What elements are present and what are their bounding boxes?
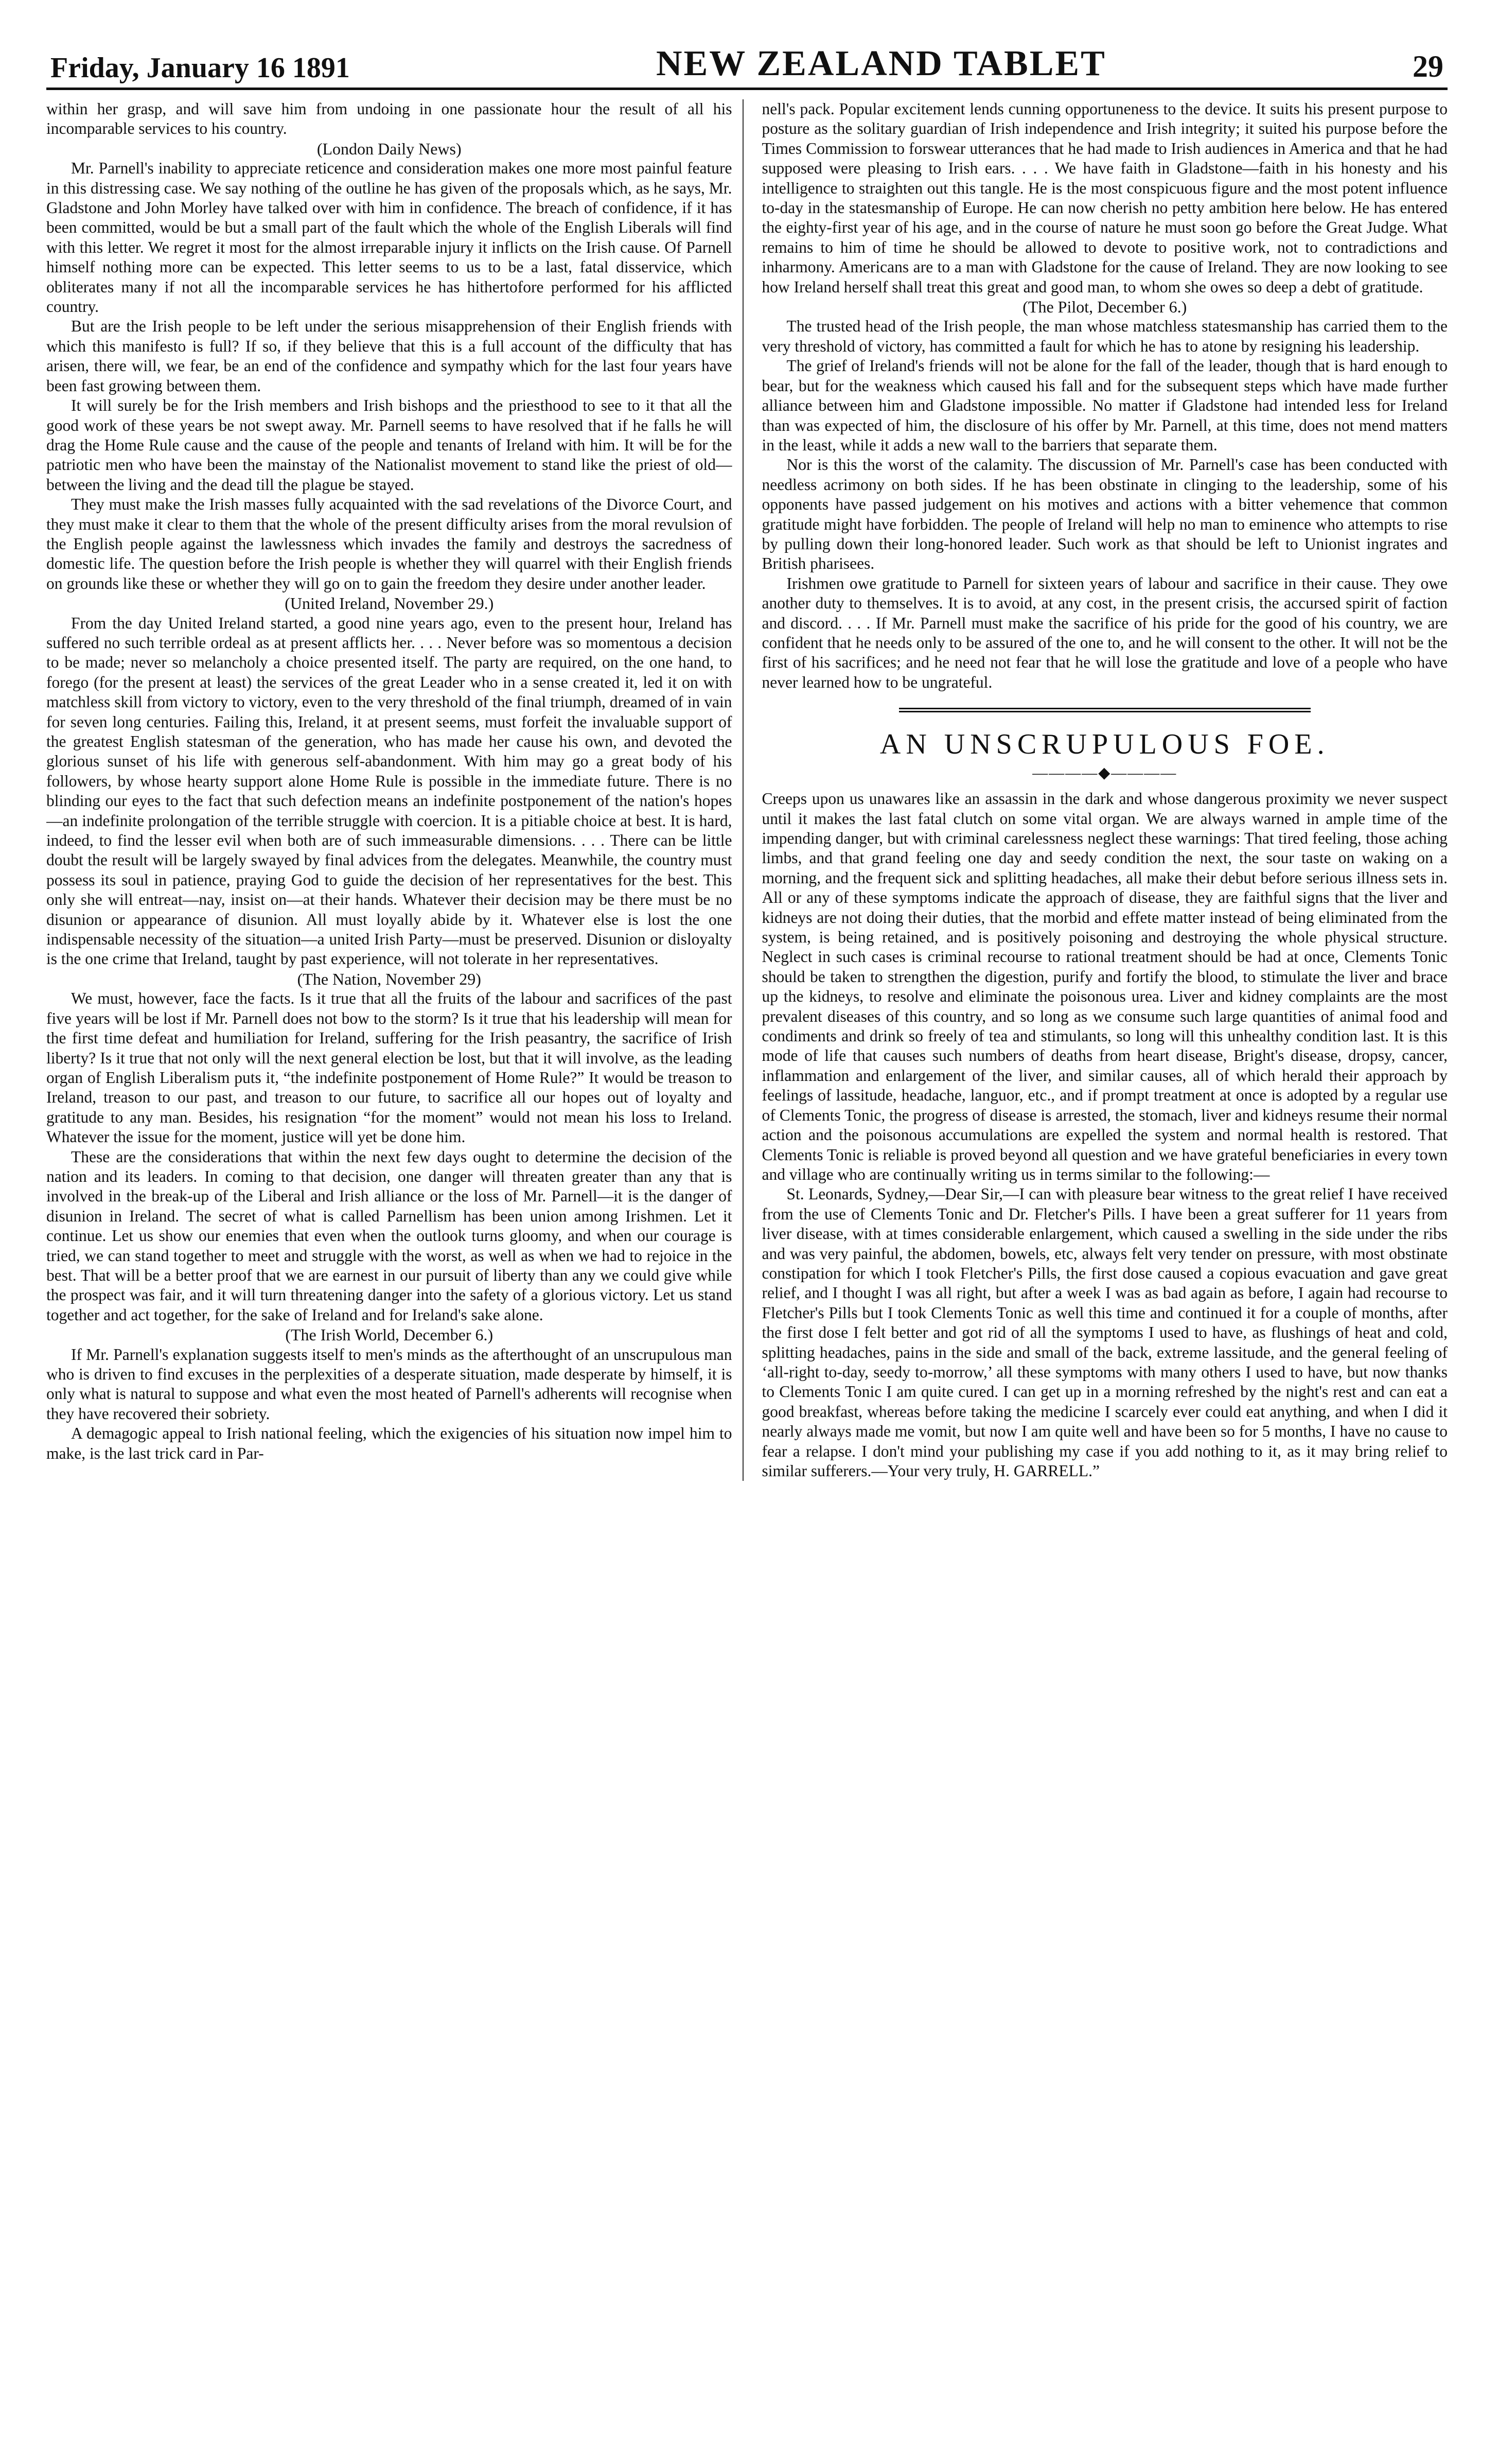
paragraph: Nor is this the worst of the calamity. The discussion of Mr. Parnell's case has been conducted with needless acrimony on both sides. If he has been obstinate in clinging to the leadership, some of his opponents have passed judgement on his motives and actions with a bitter vehemence that common gratitude might have forbidden. The people of Ireland will help no man to eminence who attempts to rise by pulling down their long-honored leader. Such work as that should be left to Unionist ingrates and British pharisees. [762, 456, 1448, 573]
source-citation: (The Pilot, December 6.) [1022, 298, 1187, 317]
issue-date: Friday, January 16 1891 [50, 52, 350, 84]
paragraph: They must make the Irish masses fully acquainted with the sad revelations of the Divorce Court, and they must make it clear to them that the whole of the present difficulty arises from the moral revulsion of the English people against the lawlessness which invades the family and destroys the sacredness of domestic life. The question before the Irish people is whether they will quarrel with their English friends on grounds like these or whether they will go on to gain the freedom they desire under another leader. [46, 495, 732, 592]
paragraph: nell's pack. Popular excitement lends cunning opportuneness to the device. It suits his present purpose to posture as the solitary guardian of Irish independence and Irish integrity; it suited his purpose before the Times Commission to forswear utterances that he had made to Irish audiences in America and that he had supposed were pleasing to Irish ears. . . . We have faith in Gladstone—faith in his honesty and his intelligence to straighten out this tangle. He is the most conspicuous figure and the most potent influence to-day in the statesmanship of Europe. He can now cherish no petty ambition here below. He has entered the eighty-first year of his age, and in the course of nature he must soon go before the Great Judge. What remains to him of time he should be allowed to devote to positive work, not to contradictions and inharmony. Americans are to a man with Gladstone for the cause of Ireland. They are now looking to see how Ireland herself shall treat this great and good man, to whom she owes so deep a debt of gratitude. [762, 100, 1448, 296]
paragraph: But are the Irish people to be left under the serious misapprehension of their English friends with which this manifesto is full? If so, if they believe that this is a full account of the difficulty that has arisen, there will, we fear, be an end of the confidence and sympathy which for the last four years have been fast growing between them. [46, 317, 732, 395]
newspaper-title: NEW ZEALAND TABLET [656, 44, 1106, 83]
ornament-divider: ————◆———— [1032, 764, 1177, 782]
source-citation: (The Irish World, December 6.) [285, 1325, 493, 1344]
paragraph: St. Leonards, Sydney,—Dear Sir,—I can with pleasure bear witness to the great relief I have received from the use of Clements Tonic and Dr. Fletcher's Pills. I have been a great sufferer for 11 years from liver disease, with at times considerable enlargement, which caused a swelling in the side under the ribs and was very painful, the abdomen, bowels, etc, always felt very tender on pressure, with most obstinate constipation for which I took Fletcher's Pills, the first dose caused a copious evacuation and gave great relief, and I thought I was all right, but after a week I was as bad again as before, I again had recourse to Fletcher's Pills but I took Clements Tonic as well this time and continued it for a couple of months, after the first dose I felt better and got rid of all the symptoms I used to have, as flushings of heat and cold, splitting headaches, pains in the side and small of the back, extreme lassitude, and the general feeling of ‘all-right to-day, seedy to-morrow,’ all these symptoms with many others I used to have, but now thanks to Clements Tonic I am quite cured. I can get up in a morning refreshed by the night's rest and can eat a good breakfast, whereas before taking the medicine I scarcely ever could eat anything, and when I did it nearly always made me vomit, but now I am quite well and have been so for 5 months, I have no cause to fear a relapse. I don't mind your publishing my case if you add nothing to it, as it may bring relief to similar sufferers.—Your very truly, H. GARRELL.” [762, 1185, 1448, 1480]
paragraph: If Mr. Parnell's explanation suggests itself to men's minds as the afterthought of an unscrupulous man who is driven to find excuses in the perplexities of a desperate situation, made desperate by himself, it is only what is natural to suppose and what even the most heated of Parnell's adherents will recognise when they have recovered their sobriety. [46, 1345, 732, 1423]
paragraph: Creeps upon us unawares like an assassin in the dark and whose dangerous proximity we never suspect until it makes the last fatal clutch on some vital organ. We are always warned in ample time of the impending danger, but with criminal carelessness neglect these warnings: That tired feeling, those aching limbs, and that grand feeling one day and seedy condition the next, the sour taste on waking on a morning, and the frequent sick and splitting headaches, all make their debut before serious illness sets in. All or any of these symptoms indicate the approach of disease, they are faithful signs that the liver and kidneys are not doing their duties, that the morbid and effete matter instead of being eliminated from the system, is being retained, and is positively poisoning and destroying the whole physical structure. Neglect in such cases is criminal recourse to rational treatment should be had at once, Clements Tonic should be taken to strengthen the digestion, purify and fortify the blood, to stimulate the liver and brace up the kidneys, to resolve and eliminate the poisonous urea. Liver and kidney complaints are the most prevalent diseases of this country, and so long as we consume such large quantities of animal food and condiments and drink so freely of tea and stimulants, so long will this unhealthy condition last. It is this mode of life that causes such numbers of deaths from heart disease, Bright's disease, dropsy, cancer, inflammation and enlargement of the liver, and similar causes, all of which herald their approach by feelings of lassitude, headache, languor, etc., and if prompt treatment at once is adopted by a regular use of Clements Tonic, the progress of disease is arrested, the stomach, liver and kidneys resume their normal action and the poisonous accumulations are expelled the system and normal health is restored. That Clements Tonic is reliable is proved beyond all question and we have grateful beneficiaries in every town and village who are continually writing us in terms similar to the following:— [762, 790, 1448, 1183]
paragraph: The trusted head of the Irish people, the man whose matchless statesmanship has carried them to the very threshold of victory, has committed a fault for which he has to atone by resigning his leadership. [762, 317, 1448, 355]
paragraph: From the day United Ireland started, a good nine years ago, even to the present hour, Ireland has suffered no such terrible ordeal as at present afflicts her. . . . Never before was so momentous a decision to be made; never so melancholy a choice presented itself. The party are required, on the one hand, to forego (for the present at least) the services of the great Leader who in a sense created it, led it on with matchless skill from victory to victory, even to the very threshold of the final triumph, dreamed of in vain for seven long centuries. Failing this, Ireland, it at present seems, must forfeit the invaluable support of the greatest English statesman of the generation, who has made her cause his own, and devoted the glorious sunset of his life with generous self-abandonment. With him may go a great body of his followers, by whose hearty support alone Home Rule is possible in the immediate future. There is no blinding our eyes to the fact that such defection means an indefinite postponement of the nation's hopes—an indefinite prolongation of the terrible struggle with coercion. It is a pitiable choice at best. It is hard, indeed, to find the lesser evil when both are of such immeasurable dimensions. . . . There can be little doubt the result will be largely swayed by final advices from the delegates. Meanwhile, the country must possess its soul in patience, praying God to guide the decision of her representatives for the best. This only she will entreat—nay, insist on—at their hands. Whatever their decision may be there must be no disunion or appearance of disunion. All must loyally abide by it. Whatever else is lost the one indispensable necessity of the situation—a united Irish Party—must be preserved. Disunion or disloyalty is the one crime that Ireland, taught by past experience, will not tolerate in her representatives. [46, 614, 732, 968]
paragraph: The grief of Ireland's friends will not be alone for the fall of the leader, though that is hard enough to bear, but for the weakness which caused his fall and for the subsequent steps which have made further alliance between him and Gladstone impossible. No matter if Gladstone had intended less for Ireland than was expected of him, the disclosure of his offer by Mr. Parnell, at this time, does not mend matters in the least, while it adds a new wall to the barriers that separate them. [762, 357, 1448, 454]
source-citation: (The Nation, November 29) [297, 969, 481, 988]
paragraph: Mr. Parnell's inability to appreciate reticence and consideration makes one more most painful feature in this distressing case. We say nothing of the outline he has given of the proposals which, as he says, Mr. Gladstone and John Morley have talked over with him in confidence. The breach of confidence, if it has been committed, would be but a small part of the fault which the whole of the English Liberals will find with this letter. We regret it most for the almost irreparable injury it inflicts on the Irish cause. Of Parnell himself nothing more can be expected. This letter seems to us to be a last, fatal disservice, which obliterates many if not all the incomparable services he has hithertofore performed for his afflicted country. [46, 159, 732, 316]
left-column [46, 99, 744, 1481]
paragraph: It will surely be for the Irish members and Irish bishops and the priesthood to see to it that all the good work of these years be not swept away. Mr. Parnell seems to have resolved that if he falls he will drag the Home Rule cause and the cause of the people and tenants of Ireland with him. It will be for the patriotic men who have been the mainstay of the Nationalist movement to stand like the priest of old—between the living and the dead till the plague be stayed. [46, 396, 732, 494]
advert-heading: AN UNSCRUPULOUS FOE. [879, 728, 1330, 761]
article-columns [46, 99, 1448, 1481]
paragraph: A demagogic appeal to Irish national feeling, which the exigencies of his situation now impel him to make, is the last trick card in Par- [46, 1424, 732, 1462]
paragraph: We must, however, face the facts. Is it true that all the fruits of the labour and sacrifices of the past five years will be lost if Mr. Parnell does not bow to the storm? Is it true that his leadership will mean for the first time defeat and humiliation for Ireland, suffering for the Irish peasantry, the sacrifice of Irish liberty? Is it true that not only will the next general election be lost, but that it will involve, as the leading organ of English Liberalism puts it, “the indefinite postponement of Home Rule?” It would be treason to Ireland, treason to our past, and treason to our future, to sacrifice all our hopes out of loyalty and gratitude to any man. Besides, his resignation “for the moment” would not mean his loss to Ireland. Whatever the issue for the moment, justice will yet be done him. [46, 989, 732, 1146]
source-citation: (United Ireland, November 29.) [285, 594, 494, 613]
masthead [46, 40, 1448, 90]
right-column [762, 99, 1448, 1481]
page-number: 29 [1413, 49, 1443, 83]
paragraph: These are the considerations that within the next few days ought to determine the decision of the nation and its leaders. In coming to that decision, one danger will threaten greater than any that is involved in the break-up of the Liberal and Irish alliance or the loss of Mr. Parnell—it is the danger of disunion in Ireland. The secret of what is called Parnellism has been union among Irishmen. Let it continue. Let us show our enemies that even when the outlook turns gloomy, and when our courage is tried, we can stand together to meet and struggle with the worst, as well as when we had to rejoice in the best. That will be a better proof that we are earnest in our pursuit of liberty than any we could give while the prospect was fair, and it will turn threatening danger into the safety of a glorious victory. Let us stand together and act together, for the sake of Ireland and for Ireland's sake alone. [46, 1147, 732, 1324]
paragraph: within her grasp, and will save him from undoing in one passionate hour the result of all his incomparable services to his country. [46, 100, 732, 138]
clements-tonic-advert [762, 789, 1448, 1481]
press-opinions-continued [762, 99, 1448, 692]
section-divider [899, 708, 1311, 712]
paragraph: Irishmen owe gratitude to Parnell for sixteen years of labour and sacrifice in their cause. They owe another duty to themselves. It is to avoid, at any cost, in the present crisis, the accursed spirit of faction and discord. . . . If Mr. Parnell must make the sacrifice of his pride for the good of his country, we are confident that he needs only to be assured of the one to, and he will consent to the other. It will not be the first of his sacrifices; and he need not fear that he will lose the gratitude and love of a people who have never learned how to be ungrateful. [762, 574, 1448, 691]
source-citation: (London Daily News) [316, 139, 462, 158]
